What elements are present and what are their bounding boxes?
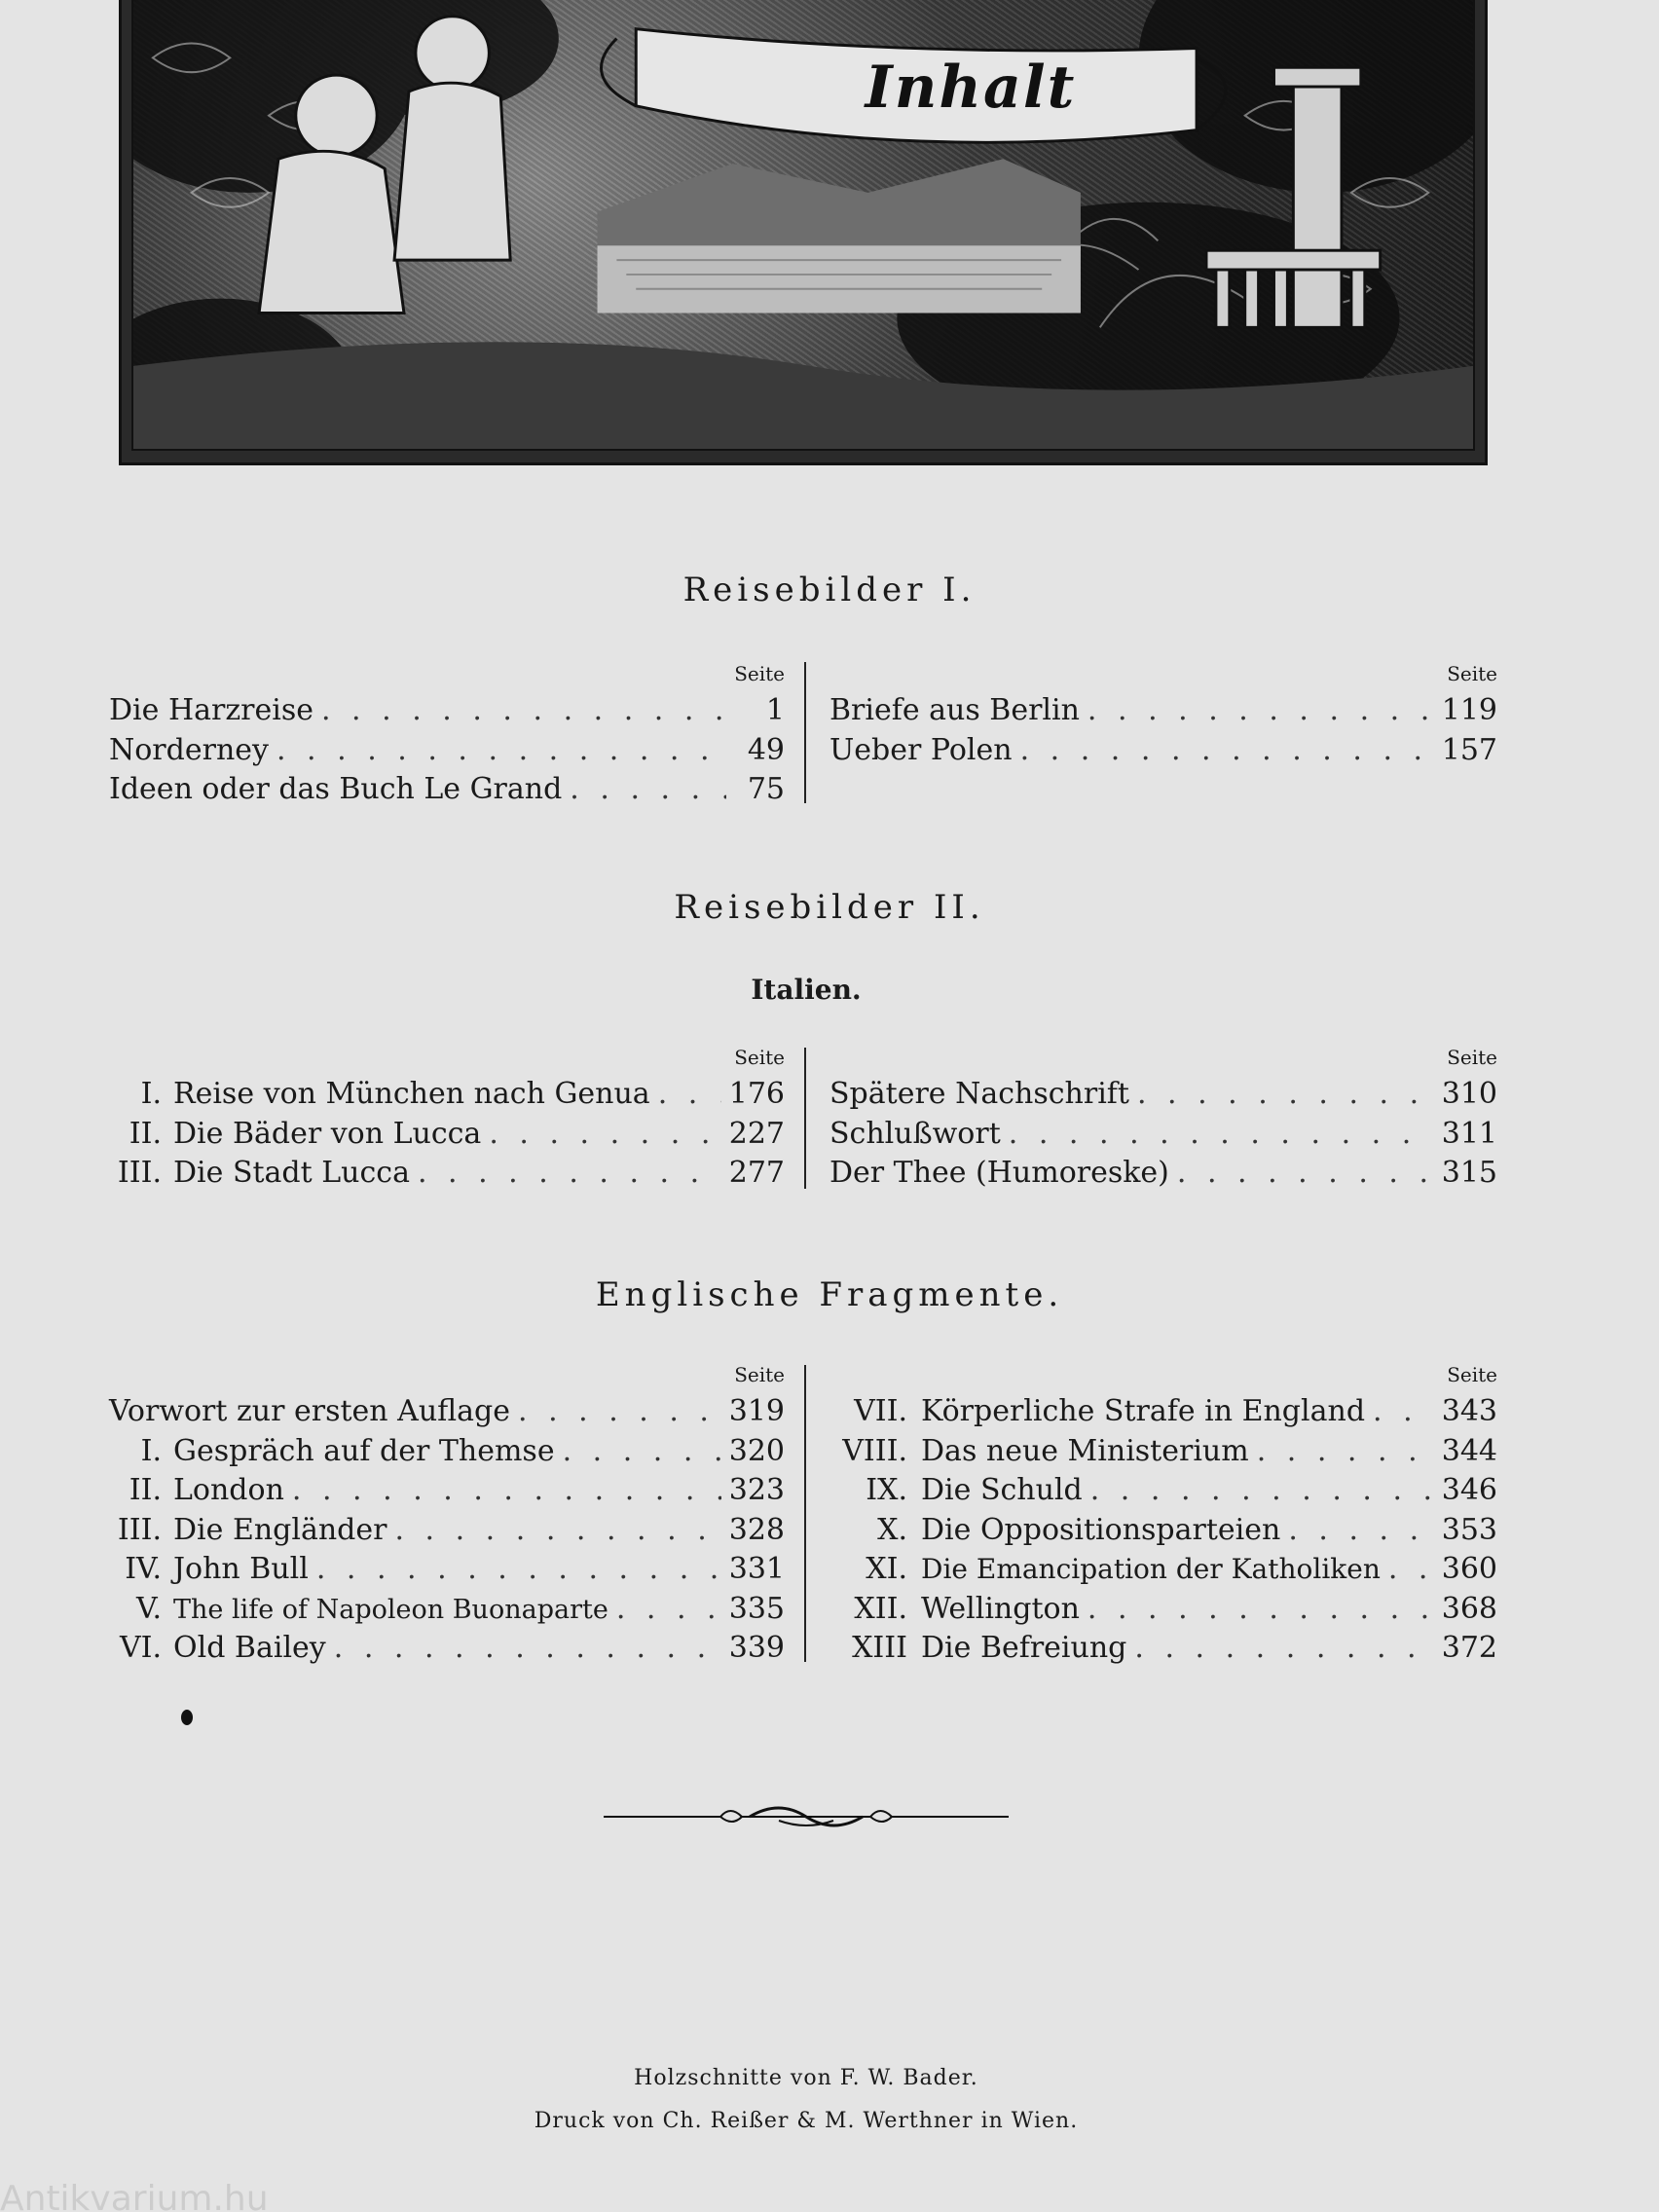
- toc-entry-title: Old Bailey: [173, 1631, 326, 1665]
- toc-entry-number: VI.: [119, 1631, 162, 1665]
- toc-entry-page: 339: [728, 1631, 785, 1665]
- toc-entry-page: 311: [1441, 1116, 1497, 1151]
- toc-entry[interactable]: [109, 1471, 785, 1511]
- toc-entry[interactable]: [830, 1590, 1497, 1630]
- seite-label: Seite: [1447, 662, 1497, 685]
- leader-dots: [616, 1590, 721, 1630]
- toc-entry-title: Schlußwort: [830, 1116, 1001, 1151]
- toc-entry-page: 1: [765, 693, 785, 727]
- toc-entry-title: Ideen oder das Buch Le Grand: [109, 772, 563, 806]
- toc-entry-title: Körperliche Strafe in England: [921, 1394, 1366, 1428]
- toc-entry-title: Ueber Polen: [830, 732, 1013, 767]
- toc-entry[interactable]: [109, 1392, 785, 1432]
- toc-entry-title: Gespräch auf der Themse: [173, 1433, 555, 1468]
- toc-entry-page: 335: [728, 1591, 785, 1626]
- toc-entry-title: Das neue Ministerium: [921, 1433, 1249, 1468]
- toc-column-left: [109, 1046, 785, 1194]
- toc-entry[interactable]: [830, 731, 1497, 771]
- leader-dots: [1134, 1629, 1433, 1669]
- toc-entry-page: 157: [1441, 732, 1497, 767]
- leader-dots: [1177, 1154, 1434, 1194]
- toc-entry[interactable]: [109, 1629, 785, 1669]
- toc-entry-number: I.: [140, 1433, 162, 1468]
- toc-entry-page: 344: [1441, 1433, 1497, 1468]
- toc-entry-title: John Bull: [173, 1552, 309, 1586]
- toc-column-left: [109, 662, 785, 810]
- seite-label: Seite: [1447, 1046, 1497, 1069]
- toc-entry[interactable]: [830, 1392, 1497, 1432]
- leader-dots: [518, 1392, 721, 1432]
- toc-entry[interactable]: [830, 1629, 1497, 1669]
- column-divider: [804, 1048, 806, 1189]
- toc-entry-page: 372: [1441, 1631, 1497, 1665]
- toc-entry-page: 360: [1441, 1552, 1497, 1586]
- leader-dots: [1088, 691, 1434, 731]
- toc-entry[interactable]: [830, 1511, 1497, 1551]
- column-divider: [804, 662, 806, 803]
- ornament-divider: [604, 1795, 1009, 1838]
- toc-entry-title: Die Emancipation der Katholiken: [921, 1553, 1381, 1585]
- toc-column-right: [830, 1046, 1497, 1194]
- leader-dots: [658, 1075, 721, 1115]
- toc-entry-number: XIII: [852, 1631, 907, 1665]
- toc-entry-number: X.: [877, 1512, 907, 1547]
- toc-entry[interactable]: [109, 770, 785, 810]
- leader-dots: [1388, 1550, 1434, 1590]
- toc-entry-title: Reise von München nach Genua: [173, 1077, 650, 1111]
- toc-entry-page: 49: [747, 732, 785, 767]
- toc-entry-page: 75: [747, 772, 785, 806]
- subsection-title-italien: Italien.: [751, 974, 862, 1006]
- toc-entry-page: 227: [728, 1116, 785, 1151]
- toc-entry-title: Wellington: [921, 1591, 1080, 1626]
- toc-entry-number: III.: [117, 1512, 162, 1547]
- toc-entry-title: Die Engländer: [173, 1512, 387, 1547]
- toc-entry-title: Briefe aus Berlin: [830, 693, 1080, 727]
- engraving-artwork: [133, 0, 1473, 449]
- leader-dots: [418, 1154, 721, 1194]
- leader-dots: [334, 1629, 721, 1669]
- toc-entry[interactable]: [109, 731, 785, 771]
- toc-entry[interactable]: [830, 1154, 1497, 1194]
- imprint-woodcuts: Holzschnitte von F. W. Bader.: [634, 2066, 978, 2090]
- toc-entry-page: 323: [728, 1473, 785, 1507]
- toc-entry[interactable]: [109, 1075, 785, 1115]
- toc-entry-number: III.: [117, 1156, 162, 1190]
- leader-dots: [316, 1550, 721, 1590]
- toc-entry-number: IX.: [866, 1473, 907, 1507]
- toc-entry[interactable]: [109, 1550, 785, 1590]
- toc-entry-page: 353: [1441, 1512, 1497, 1547]
- toc-entry-page: 176: [728, 1077, 785, 1111]
- toc-column-left: [109, 1363, 785, 1669]
- leader-dots: [570, 770, 726, 810]
- toc-entry-page: 277: [728, 1156, 785, 1190]
- toc-entry-number: XI.: [866, 1552, 907, 1586]
- toc-entry-title: Der Thee (Humoreske): [830, 1156, 1169, 1190]
- toc-entry-title: Die Schuld: [921, 1473, 1083, 1507]
- toc-entry[interactable]: [109, 691, 785, 731]
- toc-entry-number: VIII.: [842, 1433, 907, 1468]
- toc-entry-number: I.: [140, 1077, 162, 1111]
- toc-entry-page: 315: [1441, 1156, 1497, 1190]
- leader-dots: [321, 691, 726, 731]
- toc-entry[interactable]: [830, 1115, 1497, 1155]
- toc-entry-title: Die Oppositionsparteien: [921, 1512, 1281, 1547]
- toc-entry[interactable]: [109, 1511, 785, 1551]
- leader-dots: [1090, 1471, 1434, 1511]
- leader-dots: [563, 1432, 721, 1472]
- toc-entry[interactable]: [109, 1590, 785, 1630]
- toc-entry[interactable]: [109, 1115, 785, 1155]
- toc-entry-title: Die Stadt Lucca: [173, 1156, 410, 1190]
- section-title-reisebilder-1: Reisebilder I.: [682, 571, 977, 609]
- toc-entry-page: 331: [728, 1552, 785, 1586]
- toc-entry-page: 119: [1441, 693, 1497, 727]
- watermark: Antikvarium.hu: [0, 2179, 269, 2212]
- toc-entry-page: 319: [728, 1394, 785, 1428]
- column-divider: [804, 1365, 806, 1662]
- toc-entry-title: Die Harzreise: [109, 693, 313, 727]
- toc-entry-number: VII.: [854, 1394, 907, 1428]
- toc-entry-title: The life of Napoleon Buonaparte: [173, 1594, 608, 1625]
- toc-entry[interactable]: [830, 691, 1497, 731]
- toc-entry-page: 320: [728, 1433, 785, 1468]
- leader-dots: [1257, 1432, 1434, 1472]
- toc-entry-title: Die Bäder von Lucca: [173, 1116, 482, 1151]
- leader-dots: [1088, 1590, 1434, 1630]
- imprint-printer: Druck von Ch. Reißer & M. Werthner in Wien.: [534, 2109, 1079, 2133]
- toc-entry[interactable]: [109, 1432, 785, 1472]
- toc-entry-page: 328: [728, 1512, 785, 1547]
- leader-dots: [394, 1511, 720, 1551]
- banner-title: Inhalt: [865, 54, 1077, 122]
- leader-dots: [1009, 1115, 1434, 1155]
- seite-label: Seite: [734, 1363, 785, 1386]
- toc-entry-number: II.: [129, 1473, 162, 1507]
- leader-dots: [1137, 1075, 1434, 1115]
- toc-entry-number: II.: [129, 1116, 162, 1151]
- engraving-scene: [131, 0, 1475, 451]
- toc-entry[interactable]: [830, 1550, 1497, 1590]
- leader-dots: [1020, 731, 1434, 771]
- toc-entry-page: 343: [1441, 1394, 1497, 1428]
- toc-entry-title: Vorwort zur ersten Auflage: [109, 1394, 510, 1428]
- toc-column-right: [830, 662, 1497, 770]
- toc-entry[interactable]: [830, 1075, 1497, 1115]
- section-title-englische-fragmente: Englische Fragmente.: [595, 1275, 1064, 1314]
- toc-entry[interactable]: [830, 1432, 1497, 1472]
- toc-entry-title: Norderney: [109, 732, 269, 767]
- leader-dots: [1373, 1392, 1434, 1432]
- leader-dots: [276, 731, 726, 771]
- toc-entry-number: IV.: [125, 1552, 162, 1586]
- toc-column-right: [830, 1363, 1497, 1669]
- engraved-header-illustration: [119, 0, 1488, 465]
- toc-entry-page: 310: [1441, 1077, 1497, 1111]
- seite-label: Seite: [734, 662, 785, 685]
- section-title-reisebilder-2: Reisebilder II.: [674, 888, 985, 927]
- leader-dots: [292, 1471, 721, 1511]
- toc-entry[interactable]: [830, 1471, 1497, 1511]
- seite-label: Seite: [734, 1046, 785, 1069]
- toc-entry-number: V.: [136, 1591, 162, 1626]
- seite-label: Seite: [1447, 1363, 1497, 1386]
- toc-entry-page: 368: [1441, 1591, 1497, 1626]
- toc-entry-number: XII.: [854, 1591, 907, 1626]
- toc-entry-title: Spätere Nachschrift: [830, 1077, 1129, 1111]
- ink-spot: [181, 1710, 193, 1725]
- leader-dots: [1288, 1511, 1433, 1551]
- toc-entry-title: Die Befreiung: [921, 1631, 1127, 1665]
- toc-entry[interactable]: [109, 1154, 785, 1194]
- leader-dots: [489, 1115, 720, 1155]
- toc-entry-title: London: [173, 1473, 284, 1507]
- toc-entry-page: 346: [1441, 1473, 1497, 1507]
